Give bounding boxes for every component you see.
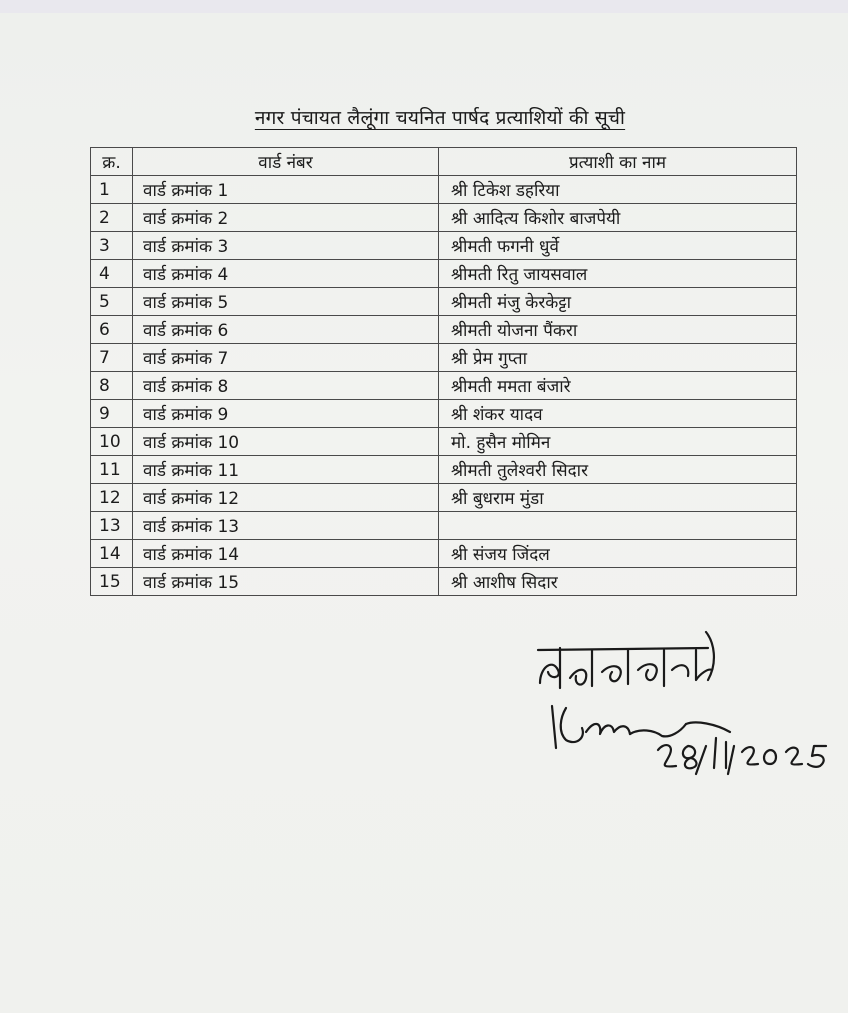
ward-number-cell: वार्ड क्रमांक 14: [133, 540, 439, 568]
ward-number-cell: वार्ड क्रमांक 1: [133, 176, 439, 204]
candidate-name-cell: [439, 512, 797, 540]
ward-number-cell: वार्ड क्रमांक 11: [133, 456, 439, 484]
candidate-name-cell: श्री बुधराम मुंडा: [439, 484, 797, 512]
serial-number-cell: 8: [91, 372, 133, 400]
table-row: [91, 428, 797, 456]
table-row: [91, 260, 797, 288]
ward-number-cell: वार्ड क्रमांक 4: [133, 260, 439, 288]
serial-number-cell: 13: [91, 512, 133, 540]
table-row: [91, 372, 797, 400]
ward-number-cell: वार्ड क्रमांक 3: [133, 232, 439, 260]
ward-number-cell: वार्ड क्रमांक 10: [133, 428, 439, 456]
serial-number-cell: 7: [91, 344, 133, 372]
table-header-row: [91, 148, 797, 176]
column-header-serial: क्र.: [91, 148, 133, 176]
serial-number-cell: 4: [91, 260, 133, 288]
table-row: [91, 316, 797, 344]
column-header-name: प्रत्याशी का नाम: [439, 148, 797, 176]
candidate-name-cell: मो. हुसैन मोमिन: [439, 428, 797, 456]
candidate-name-cell: श्री आदित्य किशोर बाजपेयी: [439, 204, 797, 232]
serial-number-cell: 10: [91, 428, 133, 456]
table-row: [91, 288, 797, 316]
candidate-name-cell: श्रीमती रितु जायसवाल: [439, 260, 797, 288]
table-row: [91, 204, 797, 232]
ward-number-cell: वार्ड क्रमांक 2: [133, 204, 439, 232]
ward-number-cell: वार्ड क्रमांक 9: [133, 400, 439, 428]
candidate-name-cell: श्री आशीष सिदार: [439, 568, 797, 596]
candidate-name-cell: श्रीमती योजना पैंकरा: [439, 316, 797, 344]
document-title: नगर पंचायत लैलूंगा चयनित पार्षद प्रत्याशियों की सूची: [254, 107, 626, 129]
table-row: [91, 484, 797, 512]
serial-number-cell: 11: [91, 456, 133, 484]
candidate-name-cell: श्रीमती फगनी धुर्वे: [439, 232, 797, 260]
candidate-name-cell: श्री प्रेम गुप्ता: [439, 344, 797, 372]
candidate-name-cell: श्री संजय जिंदल: [439, 540, 797, 568]
table-row: [91, 176, 797, 204]
ward-number-cell: वार्ड क्रमांक 12: [133, 484, 439, 512]
candidate-name-cell: श्री टिकेश डहरिया: [439, 176, 797, 204]
top-bar: [0, 0, 848, 13]
serial-number-cell: 9: [91, 400, 133, 428]
ward-number-cell: वार्ड क्रमांक 15: [133, 568, 439, 596]
candidate-name-cell: श्री शंकर यादव: [439, 400, 797, 428]
serial-number-cell: 5: [91, 288, 133, 316]
handwritten-signature: [530, 628, 840, 798]
serial-number-cell: 15: [91, 568, 133, 596]
candidate-name-cell: श्रीमती तुलेश्वरी सिदार: [439, 456, 797, 484]
candidate-name-cell: श्रीमती मंजु केरकेट्टा: [439, 288, 797, 316]
table-row: [91, 456, 797, 484]
ward-number-cell: वार्ड क्रमांक 8: [133, 372, 439, 400]
table-row: [91, 400, 797, 428]
table-row: [91, 540, 797, 568]
serial-number-cell: 12: [91, 484, 133, 512]
ward-number-cell: वार्ड क्रमांक 7: [133, 344, 439, 372]
table-row: [91, 512, 797, 540]
ward-number-cell: वार्ड क्रमांक 5: [133, 288, 439, 316]
serial-number-cell: 3: [91, 232, 133, 260]
column-header-ward: वार्ड नंबर: [133, 148, 439, 176]
candidate-table: [90, 147, 797, 596]
serial-number-cell: 6: [91, 316, 133, 344]
ward-number-cell: वार्ड क्रमांक 13: [133, 512, 439, 540]
table-row: [91, 568, 797, 596]
table-row: [91, 232, 797, 260]
ward-number-cell: वार्ड क्रमांक 6: [133, 316, 439, 344]
serial-number-cell: 1: [91, 176, 133, 204]
serial-number-cell: 14: [91, 540, 133, 568]
table-row: [91, 344, 797, 372]
serial-number-cell: 2: [91, 204, 133, 232]
candidate-name-cell: श्रीमती ममता बंजारे: [439, 372, 797, 400]
